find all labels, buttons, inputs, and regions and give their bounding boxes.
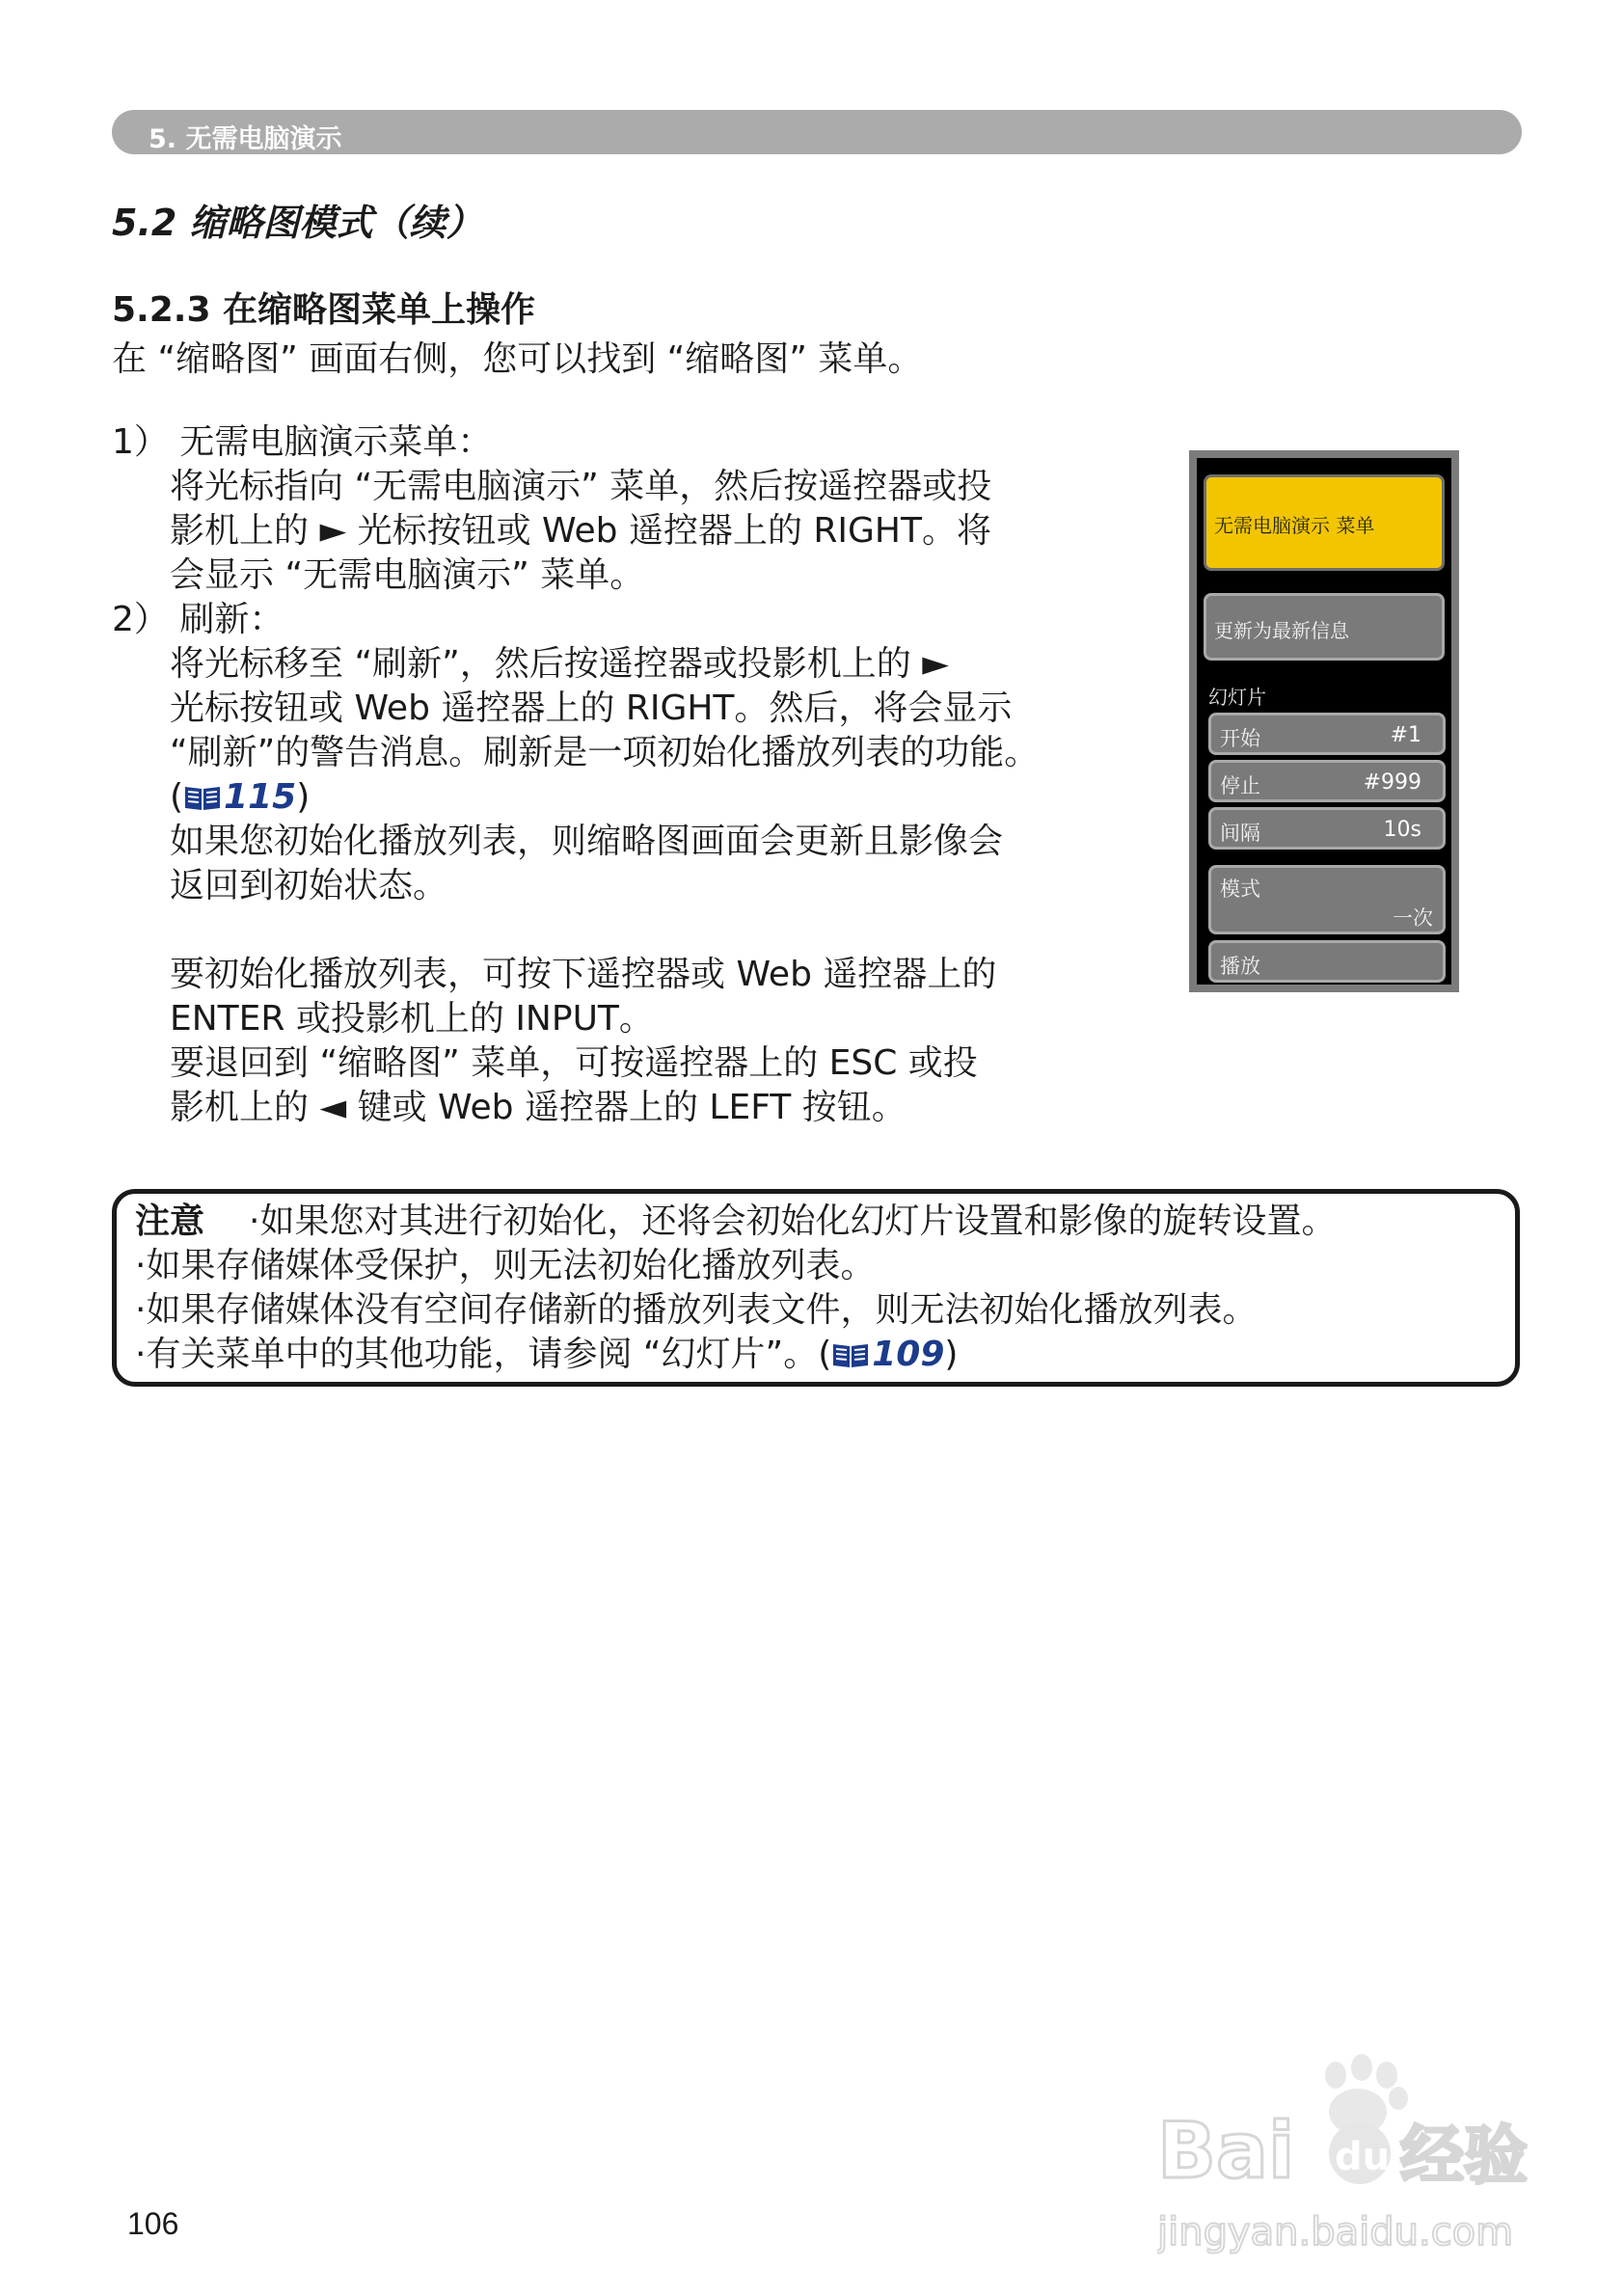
menu-background	[1197, 458, 1451, 985]
note-line: ·有关菜单中的其他功能，请参阅 “幻灯片”。(	[135, 1335, 832, 1374]
interval-value: 10s	[1383, 818, 1421, 842]
item2-line: ENTER 或投影机上的 INPUT。	[170, 999, 654, 1039]
item2-line: “刷新”的警告消息。刷新是一项初始化播放列表的功能。	[170, 733, 1040, 772]
note-line: ·如果存储媒体没有空间存储新的播放列表文件，则无法初始化播放列表。	[135, 1290, 1258, 1330]
mode-label: 模式	[1220, 878, 1260, 901]
svg-text:Bai: Bai	[1157, 2106, 1295, 2196]
slideshow-label: 幻灯片	[1208, 686, 1266, 709]
item2-line: 光标按钮或 Web 遥控器上的 RIGHT。然后，将会显示	[170, 688, 1013, 728]
svg-text:du: du	[1335, 2135, 1391, 2179]
menu-button-label: 无需电脑演示 菜单	[1214, 514, 1375, 537]
item1-line: 影机上的 ► 光标按钮或 Web 遥控器上的 RIGHT。将	[170, 511, 991, 551]
stop-label: 停止	[1220, 774, 1260, 797]
slideshow-start-row[interactable]	[1208, 713, 1446, 755]
ref-page-number: 115	[224, 777, 297, 817]
slideshow-play-row[interactable]	[1208, 940, 1446, 983]
item2-line: 影机上的 ◄ 键或 Web 遥控器上的 LEFT 按钮。	[170, 1088, 907, 1127]
book-icon	[183, 783, 222, 812]
menu-button-label: 更新为最新信息	[1214, 619, 1349, 642]
start-value: #1	[1390, 723, 1421, 747]
item2-line: 返回到初始状态。	[170, 866, 448, 905]
section-title: 5.2 缩略图模式（续）	[112, 202, 483, 244]
page-reference[interactable]	[170, 775, 310, 820]
page-number: 106	[127, 2206, 179, 2241]
chapter-title: 5. 无需电脑演示	[149, 124, 342, 154]
item2-line: 将光标移至 “刷新”，然后按遥控器或投影机上的 ►	[170, 644, 949, 684]
note-line: ·如果存储媒体受保护，则无法初始化播放列表。	[135, 1246, 876, 1285]
note-line: ·如果您对其进行初始化，还将会初始化幻灯片设置和影像的旋转设置。	[249, 1202, 1337, 1241]
ref-open: (	[170, 777, 184, 817]
slideshow-interval-row[interactable]	[1208, 807, 1446, 850]
book-icon	[831, 1340, 870, 1369]
slideshow-stop-row[interactable]	[1208, 760, 1446, 802]
start-label: 开始	[1220, 727, 1260, 750]
item2-line: 要初始化播放列表，可按下遥控器或 Web 遥控器上的	[170, 955, 997, 994]
ref-close: )	[944, 1335, 959, 1374]
paw-icon	[1325, 2054, 1408, 2135]
ref-page-number: 109	[872, 1335, 945, 1374]
item1-line: 会显示 “无需电脑演示” 菜单。	[170, 555, 645, 595]
note-title: 注意	[135, 1202, 205, 1241]
interval-label: 间隔	[1220, 822, 1260, 845]
stop-value: #999	[1363, 770, 1421, 795]
chapter-header-bar	[112, 110, 1522, 154]
svg-text:经验: 经验	[1400, 2119, 1528, 2193]
svg-text:jingyan.baidu.com: jingyan.baidu.com	[1157, 2210, 1514, 2254]
item2-line: 要退回到 “缩略图” 菜单，可按遥控器上的 ESC 或投	[170, 1043, 978, 1083]
item2-heading: 2） 刷新：	[112, 600, 284, 639]
slideshow-mode-row[interactable]	[1208, 865, 1446, 934]
intro-text: 在 “缩略图” 画面右侧，您可以找到 “缩略图” 菜单。	[112, 339, 923, 379]
ref-close: )	[296, 777, 311, 817]
note-reference-line[interactable]	[135, 1333, 958, 1377]
subsection-title: 5.2.3 在缩略图菜单上操作	[112, 290, 536, 330]
thumbnail-menu-panel	[1189, 450, 1459, 992]
play-label: 播放	[1220, 955, 1260, 978]
refresh-button[interactable]	[1204, 593, 1445, 661]
item2-line: 如果您初始化播放列表，则缩略图画面会更新且影像会	[170, 822, 1004, 861]
no-pc-presentation-menu-button[interactable]	[1204, 474, 1445, 571]
item1-heading: 1） 无需电脑演示菜单：	[112, 422, 493, 462]
baidu-jingyan-watermark	[1157, 2044, 1562, 2266]
item1-line: 将光标指向 “无需电脑演示” 菜单，然后按遥控器或投	[170, 467, 992, 506]
mode-value: 一次	[1393, 906, 1433, 930]
